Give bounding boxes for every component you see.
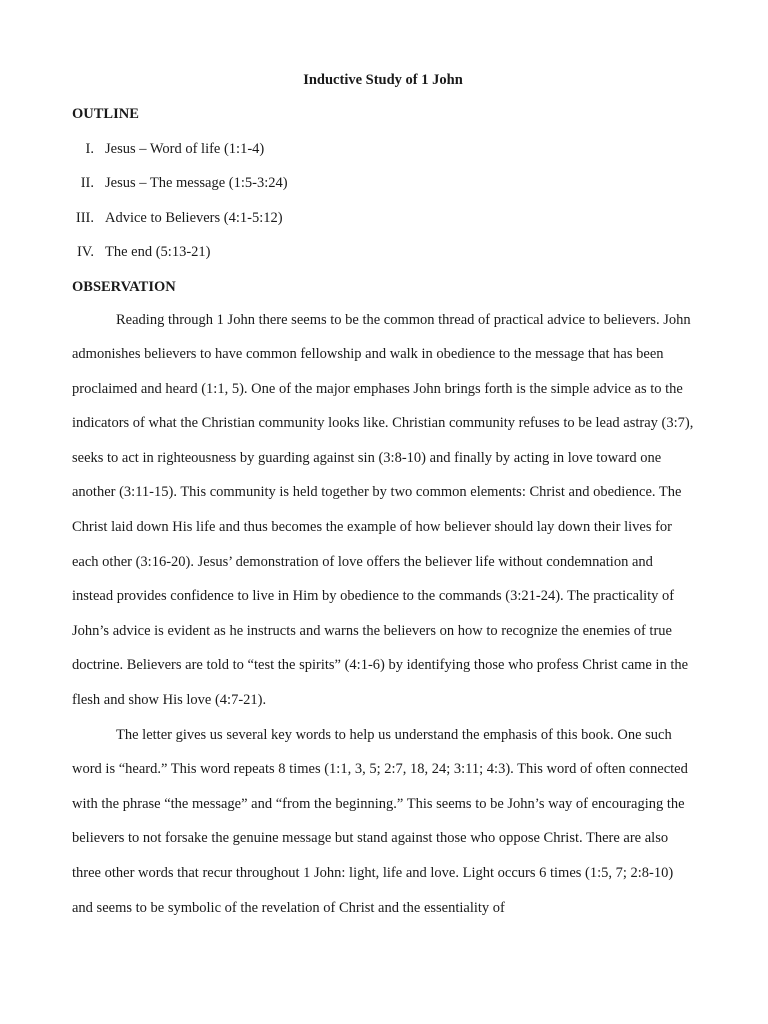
- outline-text: Jesus – The message (1:5-3:24): [105, 175, 288, 191]
- outline-item: [72, 173, 694, 193]
- outline-text: The end (5:13-21): [105, 244, 211, 260]
- observation-heading: OBSERVATION: [72, 278, 176, 295]
- outline-heading: OUTLINE: [72, 106, 139, 122]
- document-title: Inductive Study of 1 John: [303, 72, 463, 88]
- outline-text: Jesus – Word of life (1:1-4): [105, 140, 265, 157]
- outline-numeral: IV.: [76, 244, 94, 260]
- observation-paragraph-2: The letter gives us several key words to help us understand the emphasis of this book. One such word is “heard.” This word repeats 8 times (1:1, 3, 5; 2:7, 18, 24; 3:11; 4:3). This word of often connected with the phrase “the message” and “from the beginning.” This seems to be John’s way of encouraging the believers to not forsake the genuine message but stand against those who oppose Christ. There are also three other words that recur throughout 1 John: light, life and love. Light occurs 6 times (1:5, 7; 2:8-10) and seems to be symbolic of the revelation of Christ and the essentiality of: [72, 726, 688, 916]
- outline-item: [72, 242, 694, 262]
- outline-list: [72, 139, 694, 263]
- outline-text: Advice to Believers (4:1-5:12): [105, 209, 283, 226]
- outline-item: [72, 208, 694, 228]
- outline-numeral: I.: [85, 140, 94, 157]
- outline-item: [72, 139, 694, 159]
- observation-paragraph-1: Reading through 1 John there seems to be the common thread of practical advice to believers. John admonishes believers to have common fellowship and walk in obedience to the message that has been proclaimed and heard (1:1, 5). One of the major emphases John brings forth is the simple advice as to the indicators of what the Christian community looks like. Christian community refuses to be lead astray (3:7), seeks to act in righteousness by guarding against sin (3:8-10) and finally by acting in love toward one another (3:11-15). This community is held together by two common elements: Christ and obedience. The Christ laid down His life and thus becomes the example of how believer should lay down their lives for each other (3:16-20). Jesus’ demonstration of love offers the believer life without condemnation and instead provides confidence to live in Him by obedience to the commands (3:21-24). The practicality of John’s advice is evident as he instructs and warns the believers on how to recognize the enemies of true doctrine. Believers are told to “test the spirits” (4:1-6) by identifying those who profess Christ came in the flesh and show His love (4:7-21).: [72, 311, 694, 709]
- outline-numeral: III.: [75, 209, 94, 226]
- outline-numeral: II.: [80, 175, 94, 191]
